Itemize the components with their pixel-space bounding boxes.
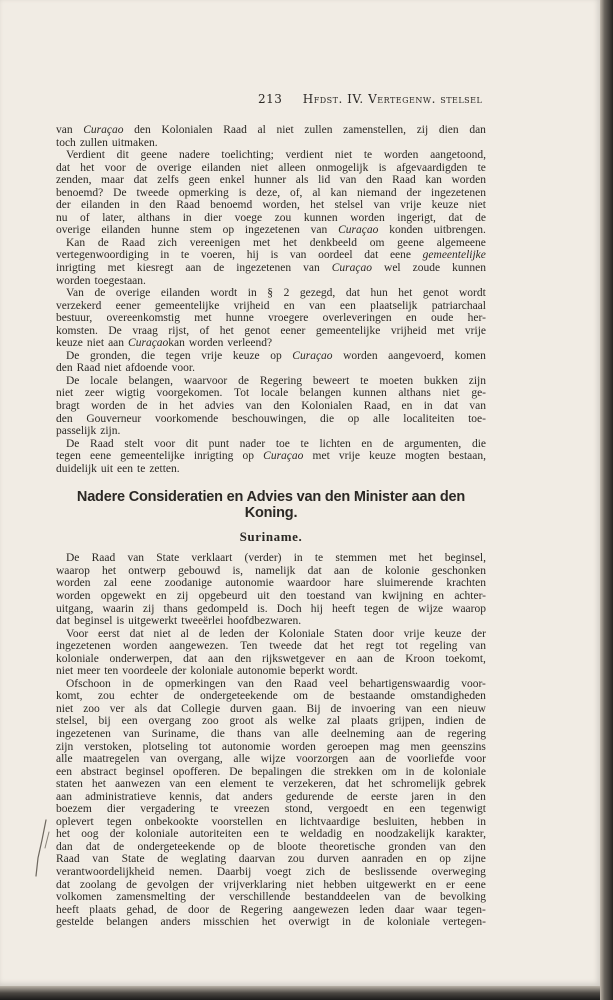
text-line: niet zoo ver als dat Collegie durven gaan. Bij de invoering van een nieuw bbox=[56, 702, 486, 715]
pencil-margin-mark bbox=[32, 818, 56, 882]
text-line: aan administratieve kennis, dat anders gedurende de eerste jaren in den bbox=[56, 790, 486, 803]
section-subheading: Suriname. bbox=[239, 529, 303, 545]
text-line: passelijk zijn. bbox=[56, 425, 121, 438]
text-line: tegen eene gemeentelijke inrigting op Curaçao met vrije keuze mogten bestaan, bbox=[56, 450, 486, 463]
page-bottom-shadow bbox=[0, 986, 600, 1000]
text-line: De gronden, die tegen vrije keuze op Curaçao worden aangevoerd, komen bbox=[66, 349, 486, 362]
text-line: den Raad niet afdoende voor. bbox=[56, 362, 195, 375]
text-line: worden toegestaan. bbox=[56, 274, 146, 287]
text-line: nu of later, althans in dier voege zou kunnen worden ingerigt, dat de bbox=[56, 211, 486, 224]
text-line: toch zullen uitmaken. bbox=[56, 136, 158, 149]
text-line: Raad van State de weglating daarvan zou durven aanraden en op zijne bbox=[56, 853, 486, 866]
text-line: Verdient dit geene nadere toelichting; verdient niet te worden aangetoond, bbox=[66, 149, 486, 162]
text-line: De locale belangen, waarvoor de Regering beweert te moeten bukken zijn bbox=[66, 374, 486, 387]
text-line: bestuur, overeenkomstig met hunne vroegere overleveringen en oude her- bbox=[56, 312, 486, 325]
text-line: benoemd? De tweede opmerking is deze, of, al kan niemand der ingezetenen bbox=[56, 186, 486, 199]
text-line: ingezetenen worden aangewezen. Ten tweede dat het regt tot regeling van bbox=[56, 640, 486, 653]
text-line: duidelijk uit een te zetten. bbox=[56, 462, 180, 475]
running-header bbox=[258, 92, 482, 106]
section-suriname-text bbox=[56, 552, 486, 928]
text-line: ingezetenen van Suriname, die thans van alle deelneming aan de regering bbox=[56, 727, 486, 740]
header-title: Vertegenw. stelsel bbox=[368, 92, 483, 106]
text-line: dan dat de ondergeteekende op de bloote theoretische gronden van den bbox=[56, 840, 486, 853]
text-line: oplevert tegen onbekookte voorstellen en lichtvaardige besluiten, hebben in bbox=[56, 815, 486, 828]
section-heading: Nadere Consideratien en Advies van den Minister aan den Koning. bbox=[76, 489, 466, 522]
text-line: alle maatregelen van overgang, alle wijze voorzorgen aan de voorliefde voor bbox=[56, 753, 486, 766]
text-line: waarop het ontwerp gebouwd is, namelijk dat aan de kolonie geschonken bbox=[56, 564, 486, 577]
text-line: dat beginsel is uitgewerkt tweeërlei hoofdbezwaren. bbox=[56, 615, 302, 628]
text-line: vertegenwoordiging in te voeren, hij is van oordeel dat eene gemeentelijke bbox=[56, 249, 486, 262]
page-edge-shadow bbox=[600, 0, 613, 1000]
text-line: inrigting met kiesregt aan de ingezetenen van Curaçao wel zoude kunnen bbox=[56, 262, 486, 275]
text-line: Van de overige eilanden wordt in § 2 gezegd, dat hun het genot wordt bbox=[66, 287, 486, 300]
chapter-label: Hfdst. IV. bbox=[302, 92, 364, 106]
text-line: keuze niet aan Curaçao kan worden verleend? bbox=[56, 337, 273, 350]
text-line: Kan de Raad zich vereenigen met het denkbeeld om geene algemeene bbox=[66, 236, 486, 249]
text-line: boezem dier vergadering te vreezen stond, vergoedt en een tegenwigt bbox=[56, 803, 486, 816]
text-line: zenden, maar dat zelfs geen enkel hunner als lid van den Raad kan worden bbox=[56, 174, 486, 187]
text-line: stelsel, bij een overgang zoo groot als welke zal plaats grijpen, indien de bbox=[56, 715, 486, 728]
text-line: worden opgewekt en zij opgebeurd uit den toestand van kwijning en achter- bbox=[56, 589, 486, 602]
text-line: verzekerd eener gemeentelijke vrijheid en van een plaatselijk patriarchaal bbox=[56, 299, 486, 312]
text-line: Voor eerst dat niet al de leden der Koloniale Staten door vrije keuze der bbox=[66, 627, 486, 640]
page-number: 213 bbox=[258, 92, 283, 106]
text-line: staten het aanwezen van een element te verzekeren, dat het schromelijk gebrek bbox=[56, 778, 486, 791]
text-line: zijn verstoken, plotseling tot autonomie worden geroepen mag men geenszins bbox=[56, 740, 486, 753]
text-line: heeft plaats gehad, de door de Regering aangewezen leden daar waar tegen- bbox=[56, 903, 486, 916]
text-line: worden zal eene zoodanige autonomie waardoor hare sluimerende krachten bbox=[56, 577, 486, 590]
text-line: bragt worden de in het advies van den Kolonialen Raad, en in dat van bbox=[56, 400, 486, 413]
text-line: der eilanden in den Raad benoemd worden, het stelsel van vrije keuze niet bbox=[56, 199, 486, 212]
text-line: volkomen zamensmelting der verschillende bestanddeelen van de bevolking bbox=[56, 891, 486, 904]
text-line: komsten. De vraag rijst, of het genot eener gemeentelijke vrijheid met vrije bbox=[56, 324, 486, 337]
text-line: Ofschoon in de opmerkingen van den Raad veel behartigenswaardig voor- bbox=[66, 677, 486, 690]
text-line: een abstract beginsel opofferen. De bepalingen die strekken om in de koloniale bbox=[56, 765, 486, 778]
text-line: De Raad van State verklaart (verder) in te stemmen met het beginsel, bbox=[66, 552, 486, 565]
text-body bbox=[56, 124, 486, 929]
text-line: verantwoordelijkheid nemen. Daarbij voegt zich de beslissende overweging bbox=[56, 865, 486, 878]
text-line: De Raad stelt voor dit punt nader toe te lichten en de argumenten, die bbox=[66, 437, 486, 450]
text-line: uitgang, waarin zij thans gedompeld is. Doch hij heeft tegen de wijze waarop bbox=[56, 602, 486, 615]
text-line: dat zoolang de gevolgen der vrijverklaring niet hebben uitgewerkt en er eene bbox=[56, 878, 486, 891]
section-curacao-text bbox=[56, 124, 486, 475]
text-line: koloniale onderwerpen, dat aan den rijkswetgever en aan de Kroon toekomt, bbox=[56, 652, 486, 665]
text-line: gestelde belangen anders misschien het overwigt in de koloniale vertegen- bbox=[56, 916, 486, 929]
text-line: van Curaçao den Kolonialen Raad al niet zullen zamenstellen, zij dien dan bbox=[56, 124, 486, 136]
text-line: niet meer ten voordeele der koloniale autonomie beperkt wordt. bbox=[56, 665, 358, 678]
text-line: het oog der koloniale autoriteiten een te weldadig en noodzakelijk karakter, bbox=[56, 828, 486, 841]
text-line: komt, zou echter de ondergeteekende om de bestaande omstandigheden bbox=[56, 690, 486, 703]
text-line: den Gouverneur voorkomende beschouwingen, die op alle localiteiten toe- bbox=[56, 412, 486, 425]
text-line: dat het voor de overige eilanden niet alleen onmogelijk is afgevaardigden te bbox=[56, 161, 486, 174]
text-line: niet zeer wigtig voorgekomen. Tot locale belangen kunnen althans niet ge- bbox=[56, 387, 486, 400]
text-line: overige eilanden hunne stem op ingezetenen van Curaçao konden uitbrengen. bbox=[56, 224, 486, 237]
